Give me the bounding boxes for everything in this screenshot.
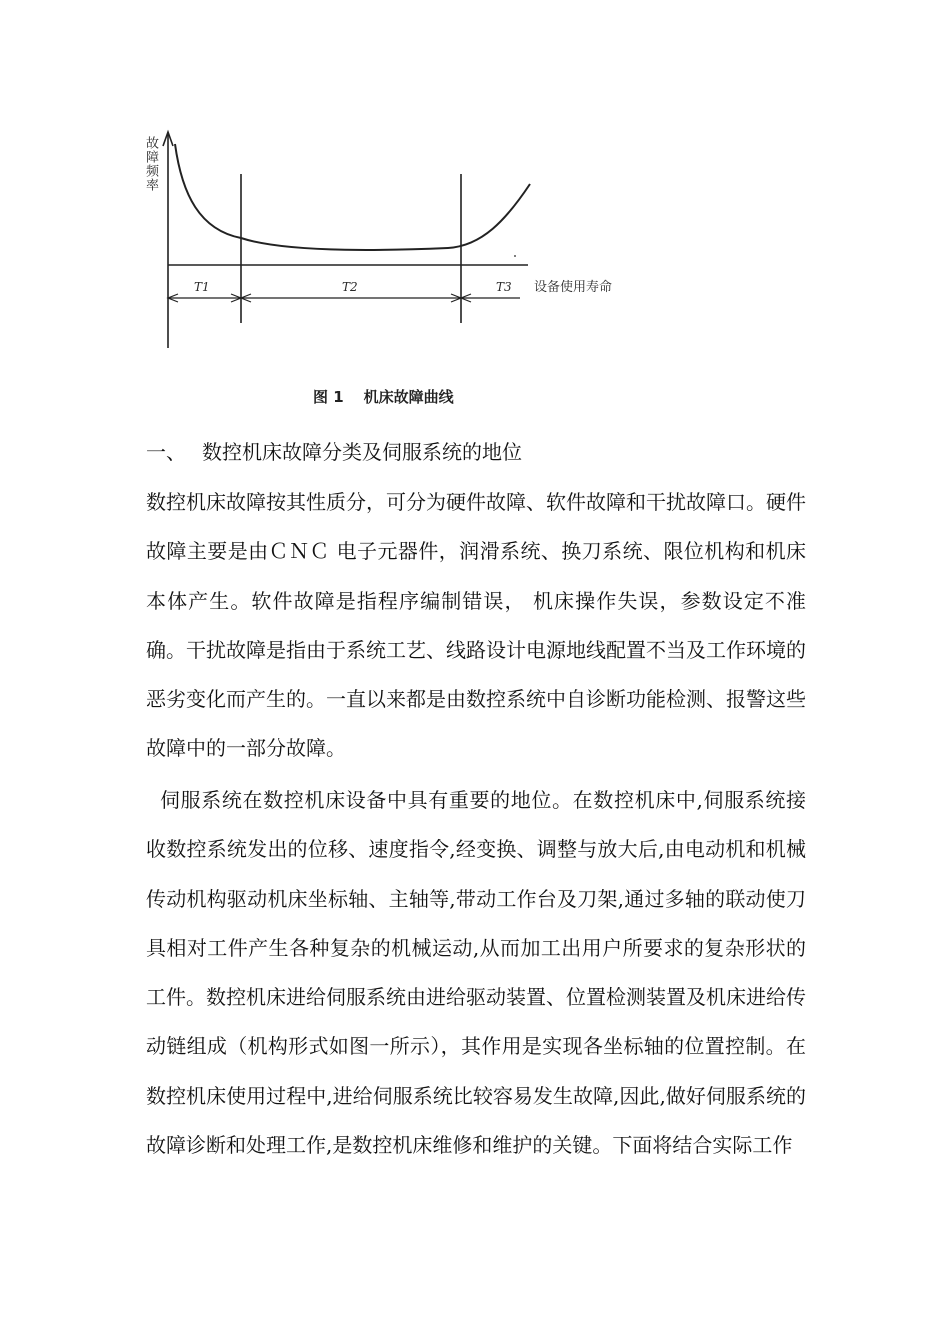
failure-curve-figure	[130, 120, 650, 420]
caption-number: 图 1	[313, 388, 344, 406]
figure-caption	[313, 386, 454, 407]
bathtub-curve	[175, 144, 530, 250]
x-axis-label: 设备使用寿命	[534, 280, 613, 295]
section-number: 一、	[146, 440, 186, 464]
section-heading	[146, 436, 522, 465]
section-title: 数控机床故障分类及伺服系统的地位	[202, 440, 522, 464]
paragraph-servo-role: 伺服系统在数控机床设备中具有重要的地位。在数控机床中,伺服系统接收数控系统发出的位移、速度指令,经变换、调整与放大后,由电动机和机械传动机构驱动机床坐标轴、主轴等,带动工作台及刀架,通过多轴的联动使刀具相对工件产生各种复杂的机械运动,从而加工出用户所要求的复杂形状的工件。数控机床进给伺服系统由进给驱动装置、位置检测装置及机床进给传动链组成（机构形式如图一所示），其作用是实现各坐标轴的位置控制。在数控机床使用过程中,进给伺服系统比较容易发生故障,因此,做好伺服系统的故障诊断和处理工作,是数控机床维修和维护的关键。下面将结合实际工作	[146, 788, 806, 1158]
speck	[514, 255, 516, 257]
paragraph-fault-types: 数控机床故障按其性质分，可分为硬件故障、软件故障和干扰故障口。硬件故障主要是由ＣＮＣ 电子元器件，润滑系统、换刀系统、限位机构和机床本体产生。软件故障是指程序编制错误， 机床操作失误，参数设定不准确。干扰故障是指由于系统工艺、线路设计电源地线配置不当及工作环境的恶劣变化而产生的。一直以来都是由数控系统中自诊断功能检测、报警这些故障中的一部分故障。	[146, 490, 806, 761]
failure-curve-drawing	[130, 120, 650, 420]
segment-label-t1: T1	[194, 280, 210, 294]
y-axis-label: 故障频率	[143, 136, 158, 192]
segment-label-t2: T2	[342, 280, 358, 294]
segment-label-t3: T3	[496, 280, 512, 294]
caption-title: 机床故障曲线	[363, 388, 454, 406]
